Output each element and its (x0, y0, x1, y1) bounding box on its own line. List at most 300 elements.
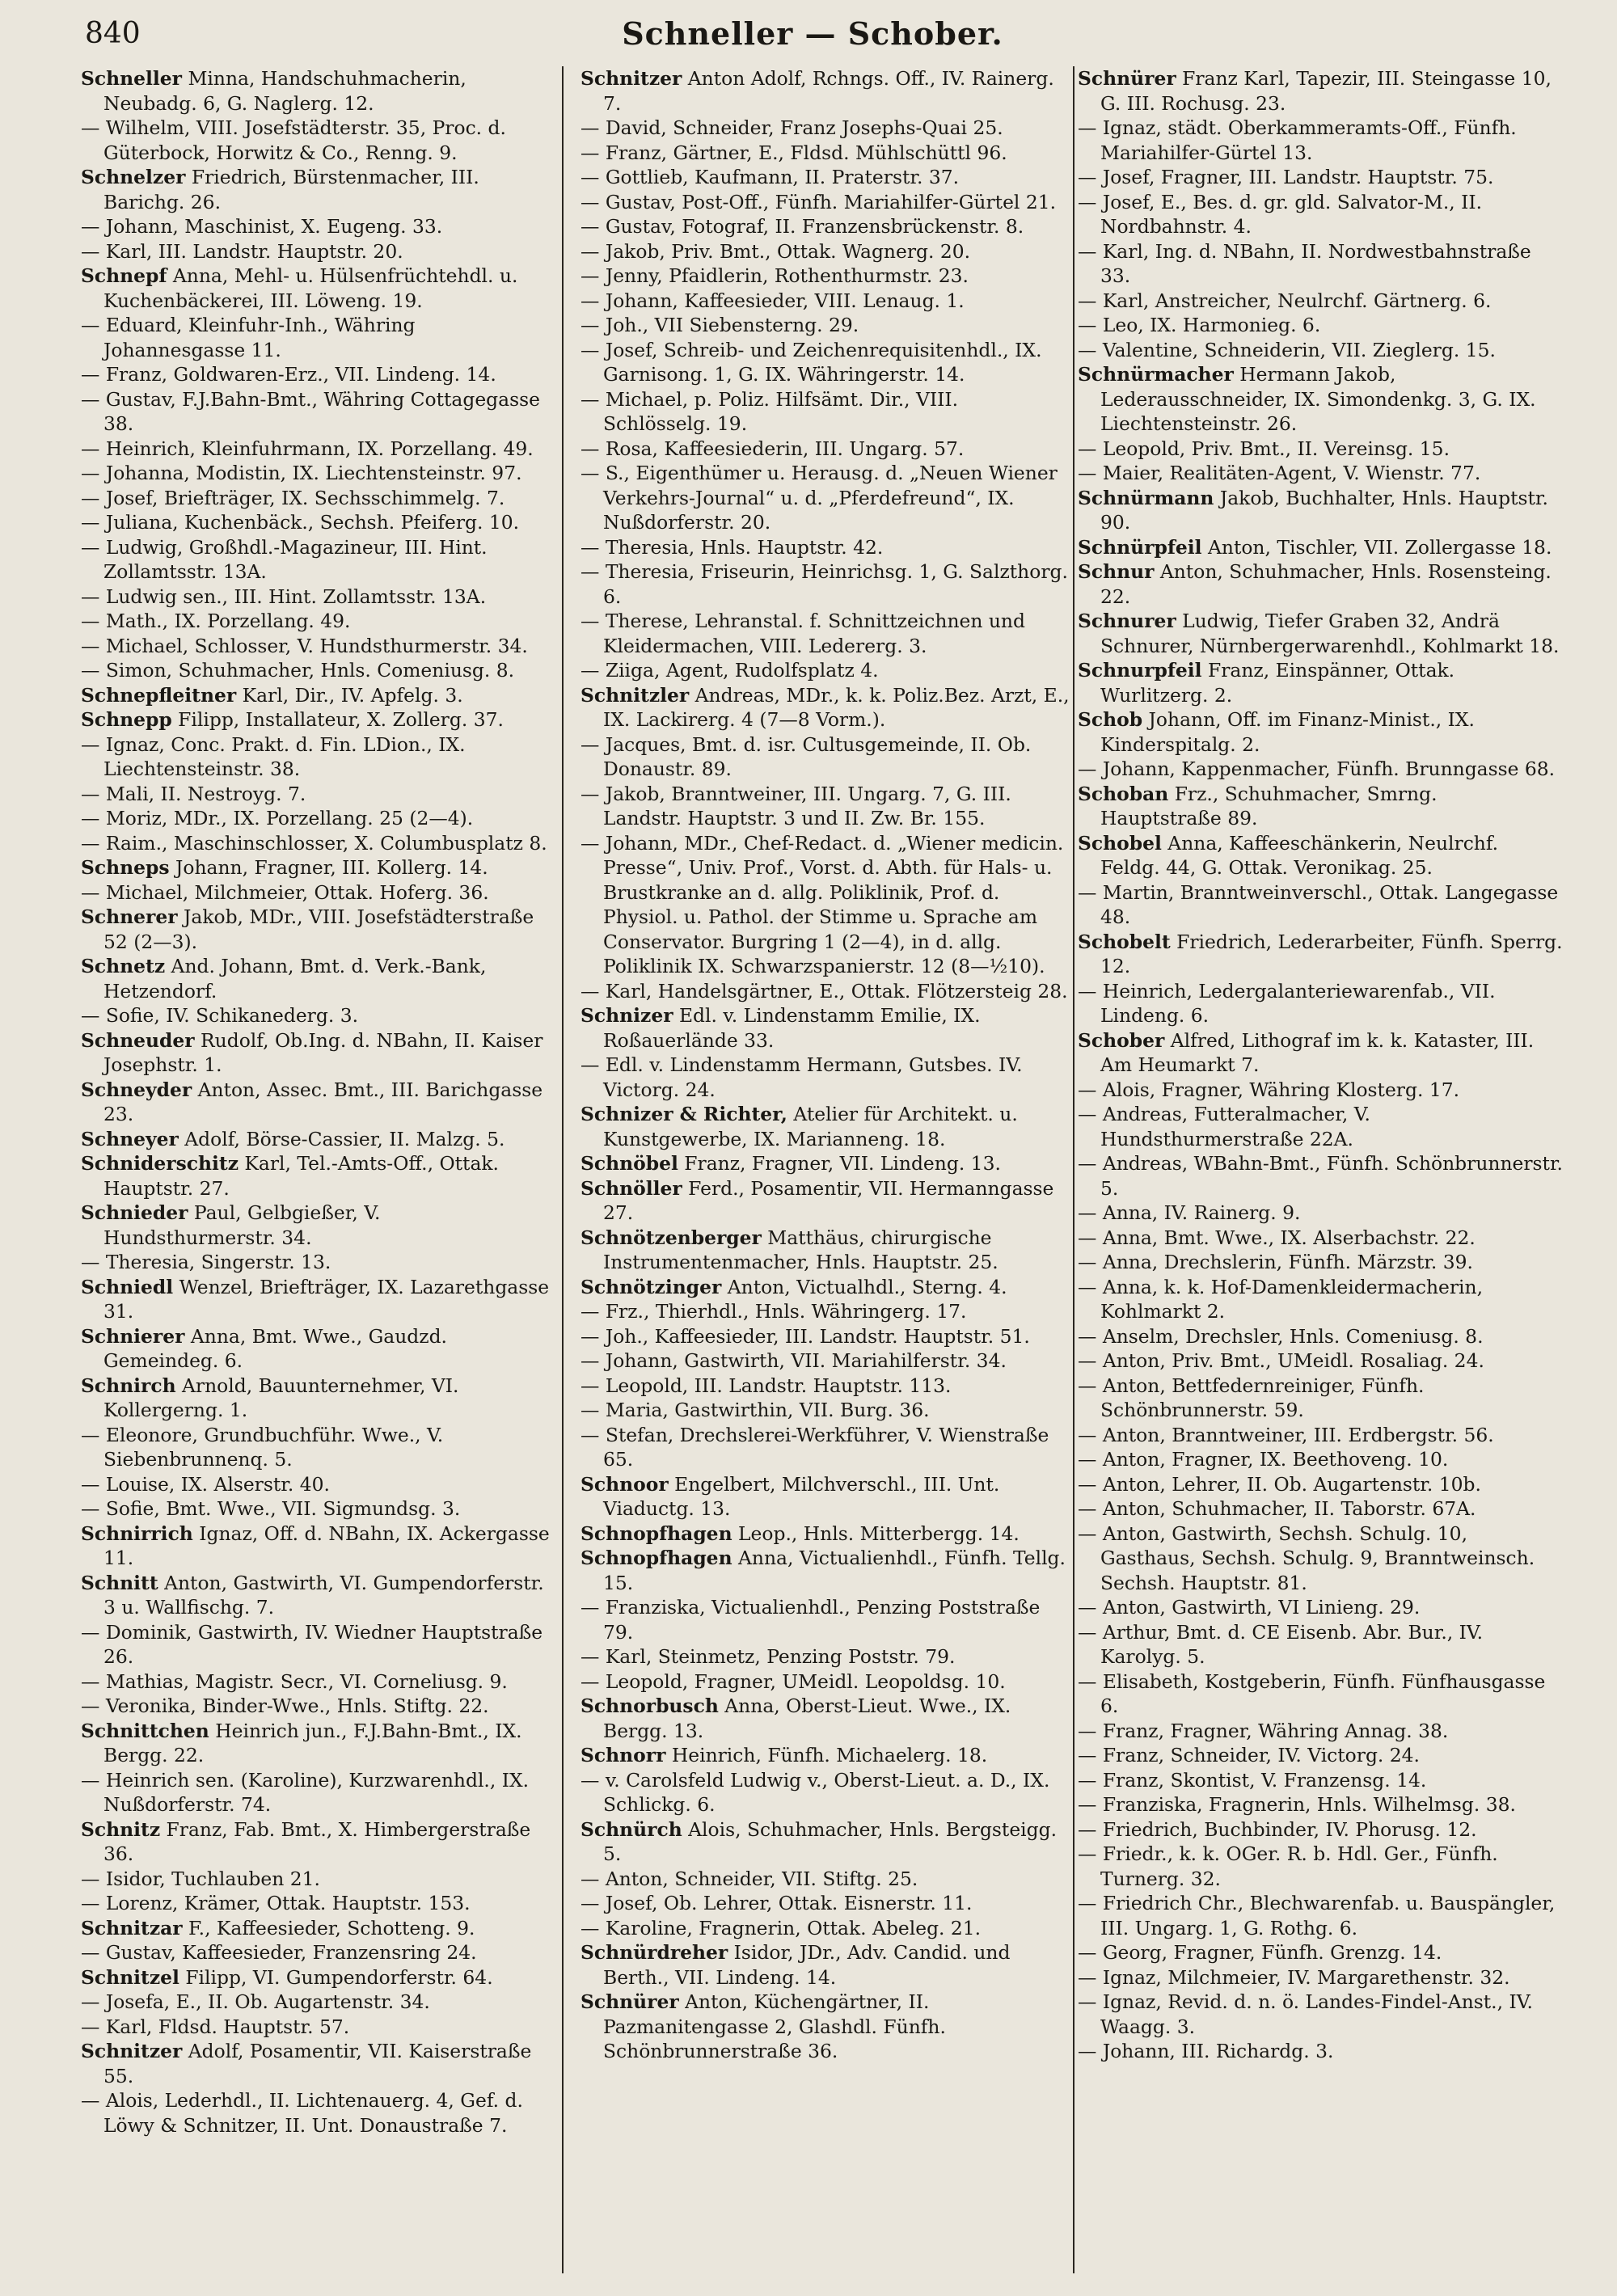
entry-text: — Johann, III. Richardg. 3. (1078, 2040, 1334, 2062)
entry-text: — Frz., Thierhdl., Hnls. Währingerg. 17. (581, 1300, 967, 1323)
entry-text: — Wilhelm, VIII. Josefstädterstr. 35, Proc. d. Güterbock, Horwitz & Co., Renng. 9. (81, 116, 506, 164)
directory-entry-main (81, 1817, 550, 1867)
entry-text: Anna, Oberst-Lieut. Wwe., IX. Bergg. 13. (603, 1695, 1011, 1742)
entry-text: — Simon, Schuhmacher, Hnls. Comeniusg. 8. (81, 659, 515, 682)
entry-surname: Schnitzar (81, 1916, 183, 1939)
directory-entry-sub (581, 979, 1070, 1004)
directory-entry-sub (581, 116, 1070, 141)
directory-entry-sub (1078, 1496, 1563, 1522)
directory-entry-main (1078, 486, 1563, 535)
directory-entry-sub (81, 510, 550, 535)
entry-text: — Moriz, MDr., IX. Porzellang. 25 (2—4). (81, 807, 474, 829)
entry-surname: Schnorr (581, 1744, 666, 1766)
directory-entry-sub (1078, 1201, 1563, 1226)
entry-text: — v. Carolsfeld Ludwig v., Oberst-Lieut. a. D., IX. Schlickg. 6. (581, 1768, 1050, 1816)
entry-text: — Arthur, Bmt. d. CE Eisenb. Abr. Bur., IV. Karolyg. 5. (1078, 1620, 1484, 1668)
entry-text: — Leopold, III. Landstr. Hauptstr. 113. (581, 1374, 952, 1397)
directory-entry-sub (1078, 338, 1563, 363)
entry-text: — Karl, Fldsd. Hauptstr. 57. (81, 2015, 350, 2038)
entry-text: — Veronika, Binder-Wwe., Hnls. Stiftg. 22. (81, 1695, 489, 1717)
column-2 (581, 66, 1070, 2281)
entry-surname: Schnürmann (1078, 486, 1214, 509)
entry-text: — Valentine, Schneiderin, VII. Zieglerg. 15. (1078, 338, 1496, 361)
entry-surname: Schnöller (581, 1176, 682, 1200)
directory-entry-sub (81, 1423, 550, 1472)
entry-text: Ignaz, Off. d. NBahn, IX. Ackergasse 11. (103, 1522, 550, 1569)
directory-entry-main (581, 1546, 1070, 1595)
directory-entry-main (581, 683, 1070, 732)
directory-entry-sub (581, 165, 1070, 190)
directory-entry-sub (581, 1867, 1070, 1892)
entry-surname: Schnürmacher (1078, 363, 1234, 386)
directory-entry-main (81, 905, 550, 954)
entry-text: Anna, Kaffeeschänkerin, Neulrchf. Feldg. 44, G. Ottak. Veronikag. 25. (1100, 831, 1499, 879)
entry-text: — Louise, IX. Alserstr. 40. (81, 1472, 330, 1496)
directory-entry-main (81, 1201, 550, 1250)
directory-entry-main (581, 1102, 1070, 1151)
column-1 (81, 66, 550, 2281)
entry-text: — Michael, p. Poliz. Hilfsämt. Dir., VIII. Schlösselg. 19. (581, 387, 959, 435)
directory-entry-sub (81, 880, 550, 905)
directory-entry-sub (581, 461, 1070, 535)
entry-surname: Schnötzinger (581, 1275, 722, 1298)
directory-entry-main (581, 1522, 1070, 1547)
directory-entry-sub (1078, 437, 1563, 462)
entry-surname: Schneyer (81, 1127, 179, 1150)
entry-text: — Anna, IV. Rainerg. 9. (1078, 1201, 1301, 1224)
entry-text: — Anton, Bettfedernreiniger, Fünfh. Schönbrunnerstr. 59. (1078, 1374, 1425, 1421)
entry-text: — Franziska, Victualienhdl., Penzing Poststraße 79. (581, 1596, 1041, 1644)
entry-surname: Schneyder (81, 1078, 192, 1101)
directory-entry-sub (81, 658, 550, 683)
directory-entry-main (81, 1374, 550, 1423)
entry-text: Isidor, JDr., Adv. Candid. und Berth., VII. Lindeng. 14. (603, 1941, 1011, 1989)
directory-entry-sub (81, 1940, 550, 1965)
entry-text: — Gustav, Post-Off., Fünfh. Mariahilfer-Gürtel 21. (581, 190, 1057, 213)
entry-text: — Leopold, Fragner, UMeidl. Leopoldsg. 10. (581, 1669, 1006, 1693)
directory-entry-main (81, 1127, 550, 1152)
entry-text: Anton, Küchengärtner, II. Pazmanitengasse 2, Glashdl. Fünfh. Schönbrunnerstraße 36. (603, 1990, 946, 2062)
entry-surname: Schnitzer (581, 67, 682, 90)
entry-text: Franz Karl, Tapezir, III. Steingasse 10, G. III. Rochusg. 23. (1100, 67, 1552, 115)
entry-text: — Josef, Briefträger, IX. Sechsschimmelg. 7. (81, 486, 505, 509)
entry-text: Anton, Victualhdl., Sterng. 4. (721, 1275, 1007, 1298)
directory-entry-sub (1078, 165, 1563, 190)
directory-entry-main (81, 1571, 550, 1620)
entry-text: — Michael, Milchmeier, Ottak. Hoferg. 36. (81, 880, 489, 904)
directory-entry-main (581, 1003, 1070, 1053)
entry-text: — Rosa, Kaffeesiederin, III. Ungarg. 57. (581, 437, 965, 460)
directory-entry-main (1078, 66, 1563, 116)
directory-entry-sub (81, 1003, 550, 1028)
entry-surname: Schoban (1078, 782, 1169, 805)
entry-surname: Schnopfhagen (581, 1547, 733, 1569)
entry-text: — Anton, Gastwirth, Sechsh. Schulg. 10, Gasthaus, Sechsh. Schulg. 9, Branntweinsch. Sechsh. Hauptstr. 81. (1078, 1522, 1535, 1594)
entry-text: — Isidor, Tuchlauben 21. (81, 1867, 320, 1890)
directory-entry-sub (1078, 1595, 1563, 1620)
entry-text: Leop., Hnls. Mitterbergg. 14. (732, 1522, 1020, 1545)
entry-text: — Franz, Fragner, Währing Annag. 38. (1078, 1719, 1449, 1742)
entry-text: — Martin, Branntweinverschl., Ottak. Langegasse 48. (1078, 880, 1559, 928)
entry-text: — Dominik, Gastwirth, IV. Wiedner Hauptstraße 26. (81, 1620, 543, 1668)
directory-entry-sub (1078, 1472, 1563, 1497)
entry-text: — S., Eigenthümer u. Herausg. d. „Neuen Wiener Verkehrs-Journal“ u. d. „Pferdefreund“, IX. Nußdorferstr. 20. (581, 462, 1058, 534)
entry-text: Franz, Fab. Bmt., X. Himbergerstraße 36. (103, 1817, 531, 1865)
entry-text: — Stefan, Drechslerei-Werkführer, V. Wienstraße 65. (581, 1423, 1049, 1471)
directory-entry-main (81, 66, 550, 116)
directory-entry-main (1078, 1028, 1563, 1078)
entry-text: — Johann, Maschinist, X. Eugeng. 33. (81, 215, 443, 238)
directory-entry-sub (581, 264, 1070, 289)
directory-entry-main (581, 1275, 1070, 1300)
entry-text: — Josef, Schreib- und Zeichenrequisitenhdl., IX. Garnisong. 1, G. IX. Währingerstr. 14. (581, 338, 1042, 386)
directory-entry-sub (581, 1324, 1070, 1349)
directory-entry-sub (81, 732, 550, 782)
directory-entry-sub (1078, 1669, 1563, 1719)
column-3 (1078, 66, 1563, 2281)
entry-text: — Karl, III. Landstr. Hauptstr. 20. (81, 239, 403, 263)
entry-text: — Franz, Schneider, IV. Victorg. 24. (1078, 1744, 1420, 1766)
directory-entry-sub (1078, 289, 1563, 314)
directory-entry-sub (81, 1669, 550, 1695)
directory-entry-sub (581, 1595, 1070, 1644)
directory-entry-sub (581, 387, 1070, 437)
entry-text: Anna, Mehl- u. Hülsenfrüchtehdl. u. Kuchenbäckerei, III. Löweng. 19. (103, 264, 518, 312)
entry-text: Friedrich, Bürstenmacher, III. Barichg. 26. (103, 166, 479, 213)
entry-text: — Anton, Gastwirth, VI Linieng. 29. (1078, 1596, 1421, 1619)
directory-entry-sub (1078, 1768, 1563, 1793)
entry-text: — Jakob, Branntweiner, III. Ungarg. 7, G. III. Landstr. Hauptstr. 3 und II. Zw. Br. 155. (581, 782, 1011, 829)
directory-entry-sub (81, 806, 550, 831)
entry-text: Johann, Off. im Finanz-Minist., IX. Kinderspitalg. 2. (1100, 708, 1475, 756)
entry-surname: Schnetz (81, 955, 166, 977)
directory-entry-sub (1078, 1990, 1563, 2039)
directory-entry-sub (1078, 313, 1563, 338)
entry-text: Arnold, Bauunternehmer, VI. Kollergerng. 1. (103, 1374, 459, 1421)
directory-entry-sub (581, 214, 1070, 239)
entry-surname: Schnürer (581, 1990, 679, 2013)
directory-entry-sub (81, 831, 550, 856)
entry-surname: Schnurer (1078, 610, 1176, 632)
entry-surname: Schnorbusch (581, 1695, 719, 1717)
directory-entry-sub (1078, 1522, 1563, 1596)
entry-text: Friedrich, Lederarbeiter, Fünfh. Sperrg. 12. (1100, 930, 1563, 977)
entry-surname: Schniderschitz (81, 1152, 239, 1175)
entry-text: — Alois, Lederhdl., II. Lichtenauerg. 4, Gef. d. Löwy & Schnitzer, II. Unt. Donaustraße 7. (81, 2089, 523, 2137)
entry-text: Jakob, Buchhalter, Hnls. Hauptstr. 90. (1100, 486, 1548, 534)
entry-surname: Schnitz (81, 1817, 161, 1841)
entry-text: Hermann Jakob, Lederausschneider, IX. Simondenkg. 3, G. IX. Liechtensteinstr. 26. (1100, 363, 1536, 435)
entry-text: Anton, Assec. Bmt., III. Barichgasse 23. (103, 1078, 543, 1125)
entry-text: — Jenny, Pfaidlerin, Rothenthurmstr. 23. (581, 264, 969, 287)
directory-entry-sub (81, 461, 550, 486)
directory-entry-main (81, 855, 550, 880)
entry-text: Ferd., Posamentir, VII. Hermanngasse 27. (603, 1176, 1054, 1224)
directory-entry-main (81, 683, 550, 708)
directory-entry-main (81, 165, 550, 214)
directory-entry-sub (1078, 1965, 1563, 1990)
directory-entry-sub (581, 1053, 1070, 1102)
directory-entry-sub (81, 1620, 550, 1669)
entry-text: — Heinrich, Ledergalanteriewarenfab., VII. Lindeng. 6. (1078, 979, 1496, 1027)
entry-text: Johann, Fragner, III. Kollerg. 14. (169, 856, 488, 879)
entry-text: — Ignaz, städt. Oberkammeramts-Off., Fünfh. Mariahilfer-Gürtel 13. (1078, 116, 1517, 164)
entry-text: — Gustav, Fotograf, II. Franzensbrückenstr. 8. (581, 215, 1024, 238)
directory-entry-sub (581, 437, 1070, 462)
entry-text: — Gustav, Kaffeesieder, Franzensring 24. (81, 1941, 477, 1964)
directory-entry-main (1078, 658, 1563, 707)
entry-surname: Schnürdreher (581, 1941, 728, 1964)
directory-entry-sub (81, 1496, 550, 1522)
entry-text: — Georg, Fragner, Fünfh. Grenzg. 14. (1078, 1941, 1442, 1964)
entry-surname: Schnizer (581, 1004, 673, 1027)
entry-text: — Maria, Gastwirthin, VII. Burg. 36. (581, 1399, 930, 1421)
directory-entry-sub (1078, 1792, 1563, 1817)
directory-entry-sub (1078, 239, 1563, 289)
directory-entry-sub (581, 1891, 1070, 1916)
directory-entry-main (581, 1940, 1070, 1990)
directory-entry-main (581, 1176, 1070, 1226)
entry-text: — Anton, Fragner, IX. Beethoveng. 10. (1078, 1448, 1449, 1471)
entry-text: Engelbert, Milchverschl., III. Unt. Viaductg. 13. (603, 1472, 1000, 1520)
directory-entry-sub (81, 313, 550, 362)
entry-text: — Anna, Bmt. Wwe., IX. Alserbachstr. 22. (1078, 1226, 1476, 1249)
entry-text: — Anton, Priv. Bmt., UMeidl. Rosaliag. 24. (1078, 1349, 1484, 1372)
directory-entry-sub (581, 141, 1070, 166)
entry-text: — Sofie, Bmt. Wwe., VII. Sigmundsg. 3. (81, 1497, 461, 1520)
entry-surname: Schneller (81, 67, 183, 90)
entry-text: F., Kaffeesieder, Schotteng. 9. (182, 1916, 475, 1939)
directory-entry-main (81, 1078, 550, 1127)
directory-entry-main (1078, 831, 1563, 880)
directory-entry-main (581, 66, 1070, 116)
entry-text: Karl, Dir., IV. Apfelg. 3. (236, 683, 463, 707)
entry-text: — Math., IX. Porzellang. 49. (81, 610, 351, 632)
directory-entry-sub (581, 609, 1070, 658)
entry-text: Filipp, VI. Gumpendorferstr. 64. (179, 1965, 493, 1989)
directory-entry-main (81, 954, 550, 1003)
entry-surname: Schnierer (81, 1324, 185, 1348)
entry-text: Alois, Schuhmacher, Hnls. Bergsteigg. 5. (603, 1817, 1058, 1865)
directory-entry-sub (581, 1398, 1070, 1423)
directory-entry-main (81, 1916, 550, 1941)
directory-entry-sub (1078, 1891, 1563, 1940)
entry-text: — Anton, Schuhmacher, II. Taborstr. 67A. (1078, 1497, 1476, 1520)
directory-entry-sub (1078, 880, 1563, 930)
entry-text: — Johann, Gastwirth, VII. Mariahilferstr. 34. (581, 1349, 1007, 1372)
entry-text: — Raim., Maschinschlosser, X. Columbusplatz 8. (81, 831, 547, 855)
entry-text: — Josef, Ob. Lehrer, Ottak. Eisnerstr. 11. (581, 1892, 973, 1914)
entry-text: — Ignaz, Milchmeier, IV. Margarethenstr. 32. (1078, 1965, 1510, 1989)
entry-text: — Friedrich Chr., Blechwarenfab. u. Bauspängler, III. Ungarg. 1, G. Rothg. 6. (1078, 1892, 1556, 1939)
directory-entry-sub (581, 1644, 1070, 1669)
directory-entry-sub (81, 535, 550, 585)
directory-entry-sub (81, 585, 550, 610)
directory-entry-sub (1078, 190, 1563, 239)
entry-surname: Schnitt (81, 1571, 158, 1594)
directory-entry-sub (1078, 1250, 1563, 1275)
entry-text: — Michael, Schlosser, V. Hundsthurmerstr. 34. (81, 634, 528, 657)
entry-surname: Schober (1078, 1028, 1165, 1052)
directory-entry-sub (81, 437, 550, 462)
entry-surname: Schneps (81, 856, 170, 879)
entry-text: — Ignaz, Conc. Prakt. d. Fin. LDion., IX. Liechtensteinstr. 38. (81, 732, 466, 780)
directory-entry-sub (581, 782, 1070, 831)
directory-entry-main (81, 1522, 550, 1571)
entry-surname: Schneuder (81, 1028, 195, 1052)
entry-text: — Gustav, F.J.Bahn-Bmt., Währing Cottagegasse 38. (81, 387, 540, 435)
directory-entry-sub (581, 559, 1070, 609)
directory-entry-sub (81, 1867, 550, 1892)
entry-text: — Johann, Kaffeesieder, VIII. Lenaug. 1. (581, 289, 965, 312)
directory-entry-sub (1078, 1151, 1563, 1201)
directory-entry-main (581, 1472, 1070, 1522)
entry-text: Franz, Fragner, VII. Lindeng. 13. (678, 1152, 1001, 1175)
entry-text: — Franz, Goldwaren-Erz., VII. Lindeng. 14. (81, 363, 496, 386)
entry-text: — Anselm, Drechsler, Hnls. Comeniusg. 8. (1078, 1324, 1484, 1348)
directory-entry-main (81, 264, 550, 313)
directory-entry-sub (581, 658, 1070, 683)
entry-text: — Ludwig, Großhdl.-Magazineur, III. Hint. Zollamtsstr. 13A. (81, 535, 488, 583)
directory-entry-sub (581, 1916, 1070, 1941)
entry-surname: Schnirch (81, 1374, 176, 1397)
entry-text: — Mali, II. Nestroyg. 7. (81, 782, 306, 805)
entry-text: — Karoline, Fragnerin, Ottak. Abeleg. 21. (581, 1916, 982, 1939)
directory-entry-sub (1078, 1447, 1563, 1472)
entry-text: — Friedrich, Buchbinder, IV. Phorusg. 12. (1078, 1817, 1477, 1841)
directory-entry-sub (81, 2015, 550, 2040)
entry-text: — Leopold, Priv. Bmt., II. Vereinsg. 15. (1078, 437, 1450, 460)
entry-text: — Theresia, Friseurin, Heinrichsg. 1, G. Salzthorg. 6. (581, 560, 1068, 608)
entry-text: Frz., Schuhmacher, Smrng. Hauptstraße 89. (1100, 782, 1438, 829)
entry-text: — David, Schneider, Franz Josephs-Quai 25. (581, 116, 1003, 139)
directory-entry-sub (581, 1768, 1070, 1817)
entry-surname: Schob (1078, 708, 1143, 731)
entry-surname: Schnürer (1078, 67, 1176, 90)
entry-text: Adolf, Börse-Cassier, II. Malzg. 5. (178, 1127, 505, 1150)
entry-surname: Schnerer (81, 905, 178, 928)
directory-entry-sub (1078, 2039, 1563, 2064)
directory-entry-sub (81, 609, 550, 634)
entry-text: — Johanna, Modistin, IX. Liechtensteinstr. 97. (81, 462, 522, 484)
directory-entry-main (581, 1226, 1070, 1275)
entry-text: — Josef, E., Bes. d. gr. gld. Salvator-M., II. Nordbahnstr. 4. (1078, 190, 1483, 238)
entry-text: — Heinrich, Kleinfuhrmann, IX. Porzellang. 49. (81, 437, 534, 460)
entry-text: Heinrich jun., F.J.Bahn-Bmt., IX. Bergg. 22. (103, 1719, 522, 1766)
entry-text: And. Johann, Bmt. d. Verk.-Bank, Hetzendorf. (103, 955, 487, 1002)
directory-entry-sub (581, 338, 1070, 387)
entry-surname: Schnopfhagen (581, 1522, 733, 1545)
entry-text: — Johann, Kappenmacher, Fünfh. Brunngasse 68. (1078, 758, 1556, 780)
entry-text: Anna, Victualienhdl., Fünfh. Tellg. 15. (603, 1547, 1066, 1594)
directory-entry-main (1078, 707, 1563, 757)
entry-text: — Lorenz, Krämer, Ottak. Hauptstr. 153. (81, 1892, 471, 1914)
entry-text: — Anton, Lehrer, II. Ob. Augartenstr. 10b. (1078, 1472, 1481, 1496)
entry-text: — Andreas, Futteralmacher, V. Hundsthurmerstraße 22A. (1078, 1103, 1370, 1150)
directory-entry-sub (581, 1374, 1070, 1399)
column-rule (1073, 66, 1074, 2273)
entry-text: — Mathias, Magistr. Secr., VI. Corneliusg. 9. (81, 1669, 508, 1693)
directory-entry-main (81, 1965, 550, 1990)
directory-entry-main (581, 1694, 1070, 1743)
entry-text: Anton, Gastwirth, VI. Gumpendorferstr. 3 u. Wallfischg. 7. (103, 1571, 544, 1619)
directory-entry-sub (581, 535, 1070, 560)
page-header (49, 10, 1577, 58)
directory-entry-sub (1078, 1423, 1563, 1448)
entry-surname: Schnittchen (81, 1719, 209, 1742)
directory-entry-main (81, 1324, 550, 1374)
directory-entry-main (81, 2039, 550, 2088)
directory-entry-sub (581, 732, 1070, 782)
directory-entry-sub (581, 1299, 1070, 1324)
directory-entry-sub (1078, 1102, 1563, 1151)
directory-entry-main (581, 1990, 1070, 2064)
entry-text: — Theresia, Singerstr. 13. (81, 1251, 331, 1273)
entry-surname: Schnelzer (81, 166, 186, 188)
entry-surname: Schnoor (581, 1472, 669, 1496)
entry-text: Paul, Gelbgießer, V. Hundsthurmerstr. 34. (103, 1201, 381, 1249)
directory-entry-sub (1078, 1620, 1563, 1669)
entry-text: — Josefa, E., II. Ob. Augartenstr. 34. (81, 1990, 430, 2013)
entry-surname: Schnöbel (581, 1152, 678, 1175)
directory-entry-sub (81, 1891, 550, 1916)
entry-text: Edl. v. Lindenstamm Emilie, IX. Roßauerlände 33. (603, 1004, 981, 1052)
directory-entry-sub (1078, 757, 1563, 782)
directory-entry-sub (81, 1768, 550, 1817)
directory-entry-main (1078, 930, 1563, 979)
entry-surname: Schnürch (581, 1817, 682, 1841)
directory-entry-sub (81, 634, 550, 659)
entry-text: Alfred, Lithograf im k. k. Kataster, III. Am Heumarkt 7. (1100, 1028, 1535, 1076)
directory-entry-sub (1078, 1348, 1563, 1374)
directory-entry-sub (81, 1990, 550, 2015)
directory-entry-main (1078, 362, 1563, 437)
directory-entry-sub (1078, 979, 1563, 1028)
entry-text: Heinrich, Fünfh. Michaelerg. 18. (665, 1744, 988, 1766)
directory-entry-main (581, 1817, 1070, 1867)
entry-text: Wenzel, Briefträger, IX. Lazarethgasse 31. (103, 1275, 550, 1323)
entry-text: — Anton, Schneider, VII. Stiftg. 25. (581, 1867, 918, 1890)
entry-text: — Anna, k. k. Hof-Damenkleidermacherin, Kohlmarkt 2. (1078, 1275, 1484, 1323)
entry-text: — Therese, Lehranstal. f. Schnittzeichnen und Kleidermachen, VIII. Ledererg. 3. (581, 610, 1025, 657)
directory-entry-sub (1078, 1743, 1563, 1768)
entry-text: — Joh., Kaffeesieder, III. Landstr. Hauptstr. 51. (581, 1324, 1030, 1348)
entry-text: Ludwig, Tiefer Graben 32, Andrä Schnurer, Nürnbergerwarenhdl., Kohlmarkt 18. (1100, 610, 1560, 657)
entry-text: Matthäus, chirurgische Instrumentenmacher, Hnls. Hauptstr. 25. (603, 1226, 998, 1273)
entry-surname: Schnepf (81, 264, 167, 287)
entry-text: — Maier, Realitäten-Agent, V. Wienstr. 77. (1078, 462, 1481, 484)
entry-text: — Franziska, Fragnerin, Hnls. Wilhelmsg. 38. (1078, 1793, 1516, 1816)
entry-text: — Franz, Skontist, V. Franzensg. 14. (1078, 1768, 1427, 1792)
page-number: 840 (85, 17, 141, 50)
directory-entry-sub (1078, 1078, 1563, 1103)
entry-surname: Schnur (1078, 560, 1155, 583)
directory-entry-main (81, 1028, 550, 1078)
directory-entry-sub (581, 831, 1070, 979)
entry-text: — Andreas, WBahn-Bmt., Fünfh. Schönbrunnerstr. 5. (1078, 1152, 1563, 1200)
directory-entry-sub (81, 486, 550, 511)
directory-entry-sub (581, 313, 1070, 338)
entry-surname: Schobel (1078, 831, 1162, 855)
entry-text: — Franz, Gärtner, E., Fldsd. Mühlschüttl 96. (581, 141, 1007, 164)
running-title: Schneller — Schober. (622, 15, 1003, 52)
directory-entry-sub (1078, 1940, 1563, 1965)
directory-entry-sub (1078, 1719, 1563, 1744)
entry-surname: Schnepp (81, 708, 172, 731)
directory-entry-main (1078, 535, 1563, 560)
directory-entry-main (81, 1719, 550, 1768)
directory-entry-sub (581, 1423, 1070, 1472)
